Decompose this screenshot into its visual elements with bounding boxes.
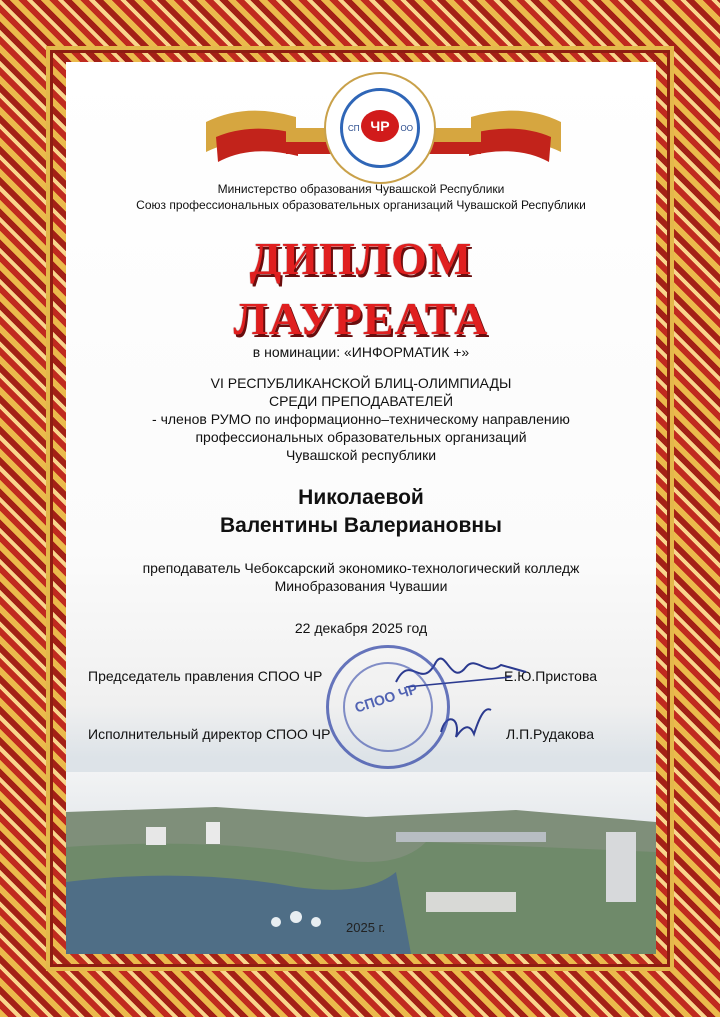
chair-name: Е.Ю.Пристова <box>504 668 598 684</box>
event-line-2: СРЕДИ ПРЕПОДАВАТЕЛЕЙ <box>268 393 454 409</box>
logo-text-right: ОО <box>400 124 413 133</box>
union-logo <box>324 72 436 184</box>
event-line-4: профессиональных образовательных организаций <box>195 429 527 445</box>
event-line-5: Чувашской республики <box>285 447 437 463</box>
diploma-sheet <box>66 62 656 954</box>
footer-year: 2025 г. <box>346 920 386 935</box>
ministry-name: Министерство образования Чувашской Республики <box>217 182 505 196</box>
award-date: 22 декабря 2025 год <box>294 620 428 636</box>
director-title: Исполнительный директор СПОО ЧР <box>88 726 331 742</box>
official-stamp <box>326 645 450 769</box>
logo-emblem: ЧР <box>361 110 399 142</box>
recipient-given-names: Валентины Валериановны <box>220 514 502 537</box>
position-line-1: преподаватель Чебоксарский экономико-технологический колледж <box>142 560 580 576</box>
union-name: Союз профессиональных образовательных организаций Чувашской Республики <box>136 198 586 212</box>
stamp-text: СПОО ЧР <box>352 680 420 716</box>
nomination: в номинации: «ИНФОРМАТИК +» <box>252 344 470 360</box>
recipient-surname: Николаевой <box>298 486 424 509</box>
title-laureate: ЛАУРЕАТА <box>233 293 489 344</box>
chair-title: Председатель правления СПОО ЧР <box>88 668 323 684</box>
event-line-3: - членов РУМО по информационно–техническому направлению <box>152 411 570 427</box>
position-line-2: Минобразования Чувашии <box>274 578 448 594</box>
logo-text-left: СП <box>348 124 360 133</box>
title-diploma: ДИПЛОМ <box>249 233 473 284</box>
event-line-1: VI РЕСПУБЛИКАНСКОЙ БЛИЦ-ОЛИМПИАДЫ <box>210 375 512 391</box>
director-name: Л.П.Рудакова <box>506 726 594 742</box>
